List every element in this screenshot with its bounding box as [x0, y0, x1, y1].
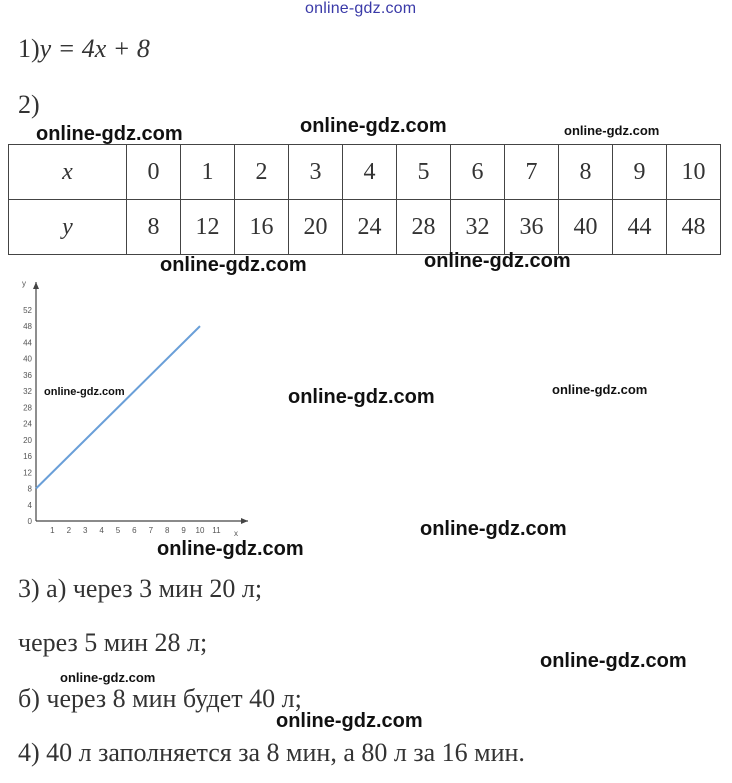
table-cell: 2 — [235, 145, 289, 200]
x-tick-label: 4 — [99, 526, 104, 535]
line-chart — [0, 272, 270, 552]
table-cell: 20 — [289, 200, 343, 255]
y-tick-labels — [23, 306, 32, 526]
y-tick-label: 20 — [23, 435, 32, 445]
x-tick-labels — [50, 526, 221, 535]
watermark: online-gdz.com — [60, 670, 156, 685]
watermark: online-gdz.com — [288, 386, 435, 408]
x-tick-label: 3 — [82, 526, 88, 535]
y-tick-label: 44 — [23, 338, 32, 348]
watermark: online-gdz.com — [300, 115, 447, 137]
y-tick-label: 32 — [23, 387, 32, 397]
watermark: online-gdz.com — [160, 254, 307, 276]
x-tick-label: 7 — [148, 526, 154, 535]
table-cell: 6 — [451, 145, 505, 200]
x-tick-label: 1 — [50, 526, 55, 535]
y-tick-label: 24 — [23, 419, 32, 429]
chart-axes — [22, 279, 248, 538]
y-tick-label: 8 — [27, 484, 32, 494]
table-cell: 36 — [505, 200, 559, 255]
table-cell: 3 — [289, 145, 343, 200]
x-tick-label: 6 — [132, 526, 137, 535]
table-cell: 8 — [559, 145, 613, 200]
watermark: online-gdz.com — [36, 123, 183, 145]
x-tick-label: 11 — [212, 526, 221, 535]
table-cell: 16 — [235, 200, 289, 255]
y-tick-label: 40 — [23, 354, 32, 364]
table-cell: 8 — [127, 200, 181, 255]
part3-line-a: 3) а) через 3 мин 20 л; — [18, 574, 263, 603]
watermark: online-gdz.com — [420, 518, 567, 540]
y-tick-label: 12 — [23, 468, 32, 478]
watermark: online-gdz.com — [564, 123, 660, 138]
table-cell: 40 — [559, 200, 613, 255]
x-tick-label: 8 — [164, 526, 170, 535]
series-line — [36, 326, 200, 488]
table-row-y — [9, 200, 721, 255]
table-cell: 28 — [397, 200, 451, 255]
part3-line-a2: через 5 мин 28 л; — [18, 628, 208, 657]
watermark: online-gdz.com — [157, 538, 304, 560]
y-axis-label: y — [22, 279, 26, 288]
y-header: y — [9, 200, 127, 255]
x-header: x — [9, 145, 127, 200]
table-row-x — [9, 145, 721, 200]
watermark: online-gdz.com — [424, 250, 571, 272]
x-tick-label: 2 — [66, 526, 72, 535]
y-tick-label: 36 — [23, 370, 32, 380]
part3-line-b: б) через 8 мин будет 40 л; — [18, 684, 302, 713]
table-cell: 1 — [181, 145, 235, 200]
formula: y = 4x + 8 — [39, 34, 150, 63]
chart-series — [36, 326, 200, 488]
x-axis-arrow — [241, 518, 248, 524]
y-tick-label: 16 — [23, 452, 32, 462]
x-tick-label: 10 — [195, 526, 205, 535]
y-tick-label: 0 — [27, 517, 32, 526]
y-axis-arrow — [33, 282, 39, 289]
watermark: online-gdz.com — [552, 382, 648, 397]
table-cell: 44 — [613, 200, 667, 255]
table-cell: 24 — [343, 200, 397, 255]
part4-line: 4) 40 л заполняется за 8 мин, а 80 л за 16 мин. — [18, 738, 525, 767]
site-watermark: online-gdz.com — [305, 0, 417, 17]
part1-label: 1) — [18, 34, 40, 63]
x-tick-label: 9 — [181, 526, 186, 535]
table-cell: 9 — [613, 145, 667, 200]
y-tick-label: 52 — [23, 305, 32, 315]
table-cell: 48 — [667, 200, 721, 255]
watermark: online-gdz.com — [44, 386, 125, 398]
part2-label: 2) — [18, 90, 40, 119]
table-cell: 12 — [181, 200, 235, 255]
table-cell: 5 — [397, 145, 451, 200]
y-tick-label: 48 — [23, 322, 32, 332]
table-cell: 0 — [127, 145, 181, 200]
table-cell: 32 — [451, 200, 505, 255]
table-cell: 10 — [667, 145, 721, 200]
part1 — [18, 34, 150, 64]
y-tick-label: 4 — [27, 500, 32, 510]
watermark: online-gdz.com — [540, 650, 687, 672]
watermark: online-gdz.com — [276, 710, 423, 732]
y-tick-label: 28 — [23, 403, 32, 413]
table-cell: 4 — [343, 145, 397, 200]
x-tick-label: 5 — [115, 526, 121, 535]
values-table — [8, 144, 721, 255]
x-axis-label: x — [234, 529, 238, 538]
table-cell: 7 — [505, 145, 559, 200]
